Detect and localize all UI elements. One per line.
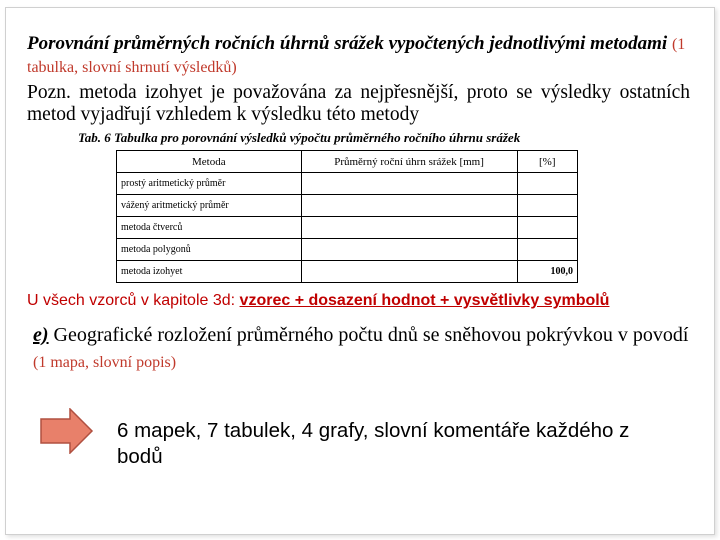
section-e-label: e) [33,324,49,346]
heading-title: Porovnání průměrných ročních úhrnů srážek vypočtených jednotlivými metodami [27,33,668,54]
cell-value [301,239,517,261]
header-pct: [%] [517,151,577,173]
section-e-note: (1 mapa, slovní popis) [33,354,177,371]
table-row [117,217,578,239]
comparison-table [116,150,578,283]
cell-pct [517,217,577,239]
cell-method: prostý aritmetický průměr [117,173,302,195]
cell-pct [517,173,577,195]
cell-value [301,217,517,239]
table-caption: Tab. 6 Tabulka pro porovnání výsledků výpočtu průměrného ročního úhrnu srážek [78,130,521,145]
table-header-row [117,151,578,173]
table-row [117,195,578,217]
cell-method: metoda polygonů [117,239,302,261]
cell-value [301,173,517,195]
header-value: Průměrný roční úhrn srážek [mm] [301,151,517,173]
cell-method: metoda izohyet [117,261,302,283]
formula-bold: vzorec + dosazení hodnot + vysvětlivky symbolů [239,292,610,309]
cell-pct [517,239,577,261]
formula-prefix: U všech vzorců v kapitole 3d: [27,292,240,309]
table-row [117,173,578,195]
pozn-text: Pozn. metoda izohyet je považována za nejpřesnější, proto se výsledky ostatních metod vyjadřují vzhledem k výsledku této metody [27,82,690,125]
header-method: Metoda [117,151,302,173]
cell-method: metoda čtverců [117,217,302,239]
cell-pct [517,195,577,217]
cell-pct: 100,0 [517,261,577,283]
summary-text: 6 mapek, 7 tabulek, 4 grafy, slovní komentáře každého z bodů [117,419,630,468]
heading-note: (1 tabulka, slovní shrnutí výsledků) [27,36,686,76]
cell-value [301,261,517,283]
heading [27,33,692,79]
table-row [117,261,578,283]
table-row [117,239,578,261]
right-arrow-icon [40,408,94,454]
section-e [33,322,693,376]
formula-instruction [27,292,609,310]
cell-value [301,195,517,217]
section-e-text: Geografické rozložení průměrného počtu dnů se sněhovou pokrývkou v povodí [48,324,689,346]
cell-method: vážený aritmetický průměr [117,195,302,217]
